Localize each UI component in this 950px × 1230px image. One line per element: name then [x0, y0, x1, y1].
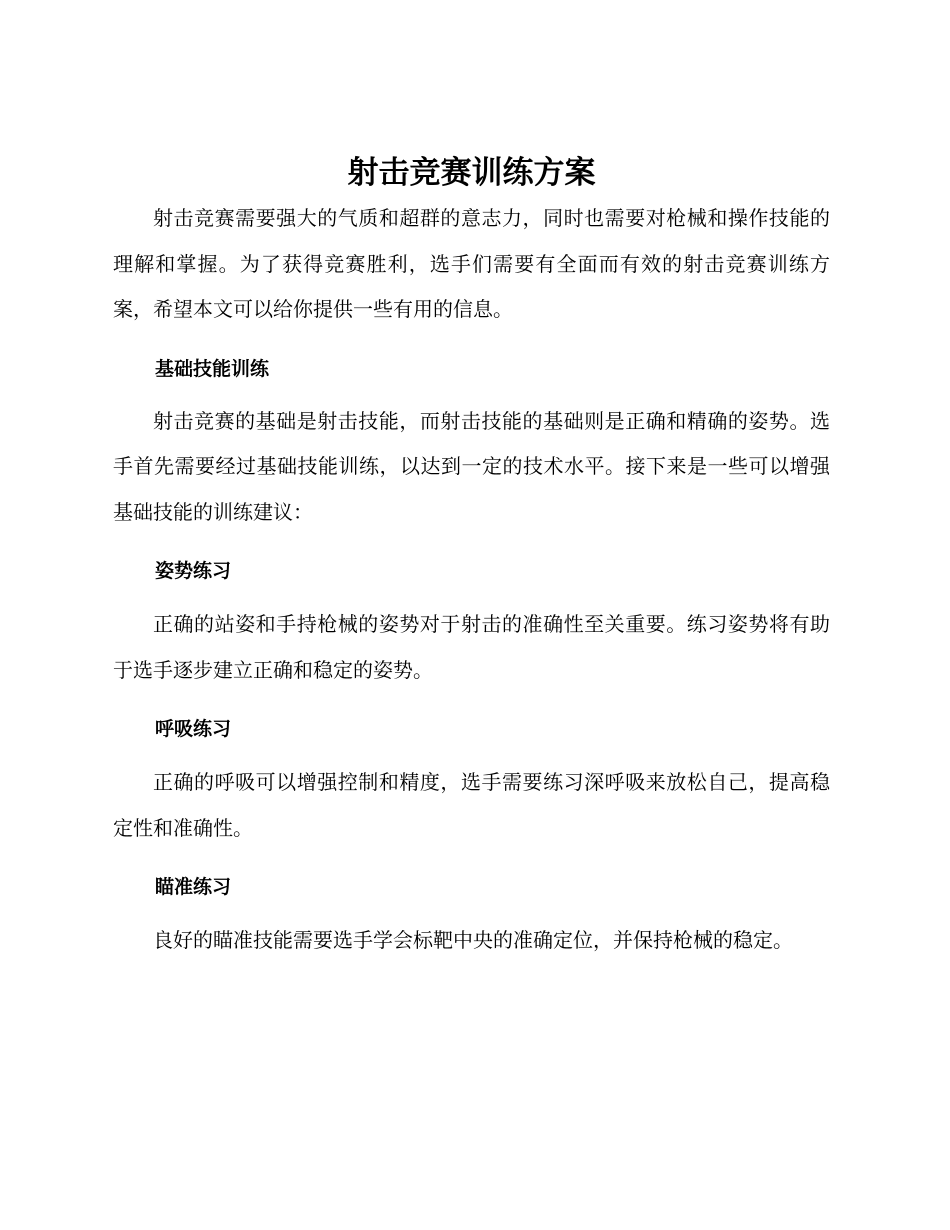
- intro-paragraph: 射击竞赛需要强大的气质和超群的意志力，同时也需要对枪械和操作技能的理解和掌握。为了获得竞赛胜利，选手们需要有全面而有效的射击竞赛训练方案，希望本文可以给你提供一些有用的信息。: [113, 206, 830, 321]
- section-heading-breathing: 呼吸练习: [155, 718, 232, 740]
- section-heading-aiming: 瞄准练习: [155, 876, 232, 898]
- section-heading-basic-skills: 基础技能训练: [155, 357, 270, 380]
- document-body: [113, 150, 830, 964]
- section-body-breathing: 正确的呼吸可以增强控制和精度，选手需要练习深呼吸来放松自己，提高稳定性和准确性。: [113, 770, 830, 840]
- section-body-posture: 正确的站姿和手持枪械的姿势对于射击的准确性至关重要。练习姿势将有助于选手逐步建立正确和稳定的姿势。: [113, 612, 830, 682]
- section-body-basic-skills: 射击竞赛的基础是射击技能，而射击技能的基础则是正确和精确的姿势。选手首先需要经过基础技能训练，以达到一定的技术水平。接下来是一些可以增强基础技能的训练建议：: [113, 408, 830, 524]
- document-title: 射击竞赛训练方案: [347, 155, 596, 191]
- section-heading-posture: 姿势练习: [155, 560, 232, 582]
- section-body-aiming: 良好的瞄准技能需要选手学会标靶中央的准确定位，并保持枪械的稳定。: [153, 928, 793, 952]
